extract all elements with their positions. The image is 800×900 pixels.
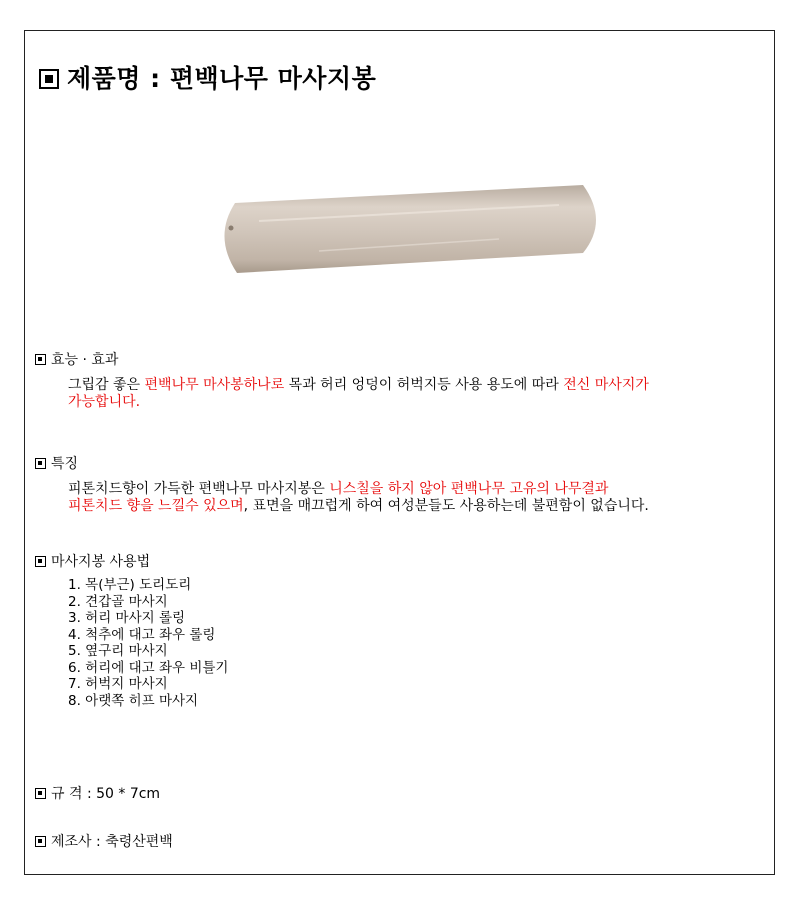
product-detail-frame: [24, 30, 775, 875]
body-text: , 표면을 매끄럽게 하여 여성분들도 사용하는데 불편함이 없습니다.: [243, 498, 649, 514]
usage-heading: 마사지봉 사용법: [35, 551, 150, 571]
body-text: 목과 허리 엉덩이 허벅지등 사용 용도에 따라: [284, 377, 564, 393]
square-bullet-icon: [35, 354, 46, 365]
square-bullet-icon: [35, 556, 46, 567]
usage-step: 3. 허리 마사지 롤링: [68, 610, 186, 626]
square-bullet-icon: [35, 458, 46, 469]
usage-step: 7. 허벅지 마사지: [68, 676, 168, 692]
features-line-2: [68, 498, 649, 515]
usage-step: 8. 아랫쪽 히프 마사지: [68, 692, 199, 709]
product-image: [199, 181, 599, 291]
spec-line: 규 격 : 50 * 7cm: [35, 783, 160, 803]
usage-step: 2. 견갑골 마사지: [68, 593, 168, 610]
highlight-text: 가능합니다.: [68, 394, 141, 410]
page-title-text: 제품명 : 편백나무 마사지봉: [67, 64, 377, 93]
body-text: 그립감 좋은: [68, 377, 145, 393]
square-bullet-icon: [35, 836, 46, 847]
usage-step: 4. 척추에 대고 좌우 롤링: [68, 626, 216, 643]
effect-heading: 효능 · 효과: [35, 349, 118, 369]
usage-steps-list: [68, 577, 228, 709]
square-bullet-icon: [35, 788, 46, 799]
square-bullet-icon: [39, 69, 59, 89]
usage-step: 5. 옆구리 마사지: [68, 643, 168, 659]
usage-step: 1. 목(부근) 도리도리: [68, 577, 192, 593]
usage-step: 6. 허리에 대고 좌우 비틀기: [68, 659, 229, 676]
effect-line-1: [68, 377, 649, 394]
features-paragraph: [68, 481, 649, 515]
effect-paragraph: [68, 377, 649, 411]
features-line-1: [68, 481, 649, 498]
highlight-text: 편백나무 마사봉하나로: [144, 377, 285, 393]
highlight-text: 니스칠을 하지 않아 편백나무 고유의 나무결과: [329, 481, 609, 497]
features-heading: 특징: [35, 453, 78, 473]
highlight-text: 전신 마사지가: [563, 377, 649, 393]
wooden-roller-icon: [199, 181, 599, 291]
body-text: 피톤치드향이 가득한 편백나무 마사지봉은: [68, 481, 330, 497]
page-title: [39, 59, 376, 95]
maker-line: 제조사 : 축령산편백: [35, 831, 173, 851]
highlight-text: 피톤치드 향을 느낄수 있으며: [68, 498, 244, 514]
effect-line-2: [68, 394, 649, 411]
